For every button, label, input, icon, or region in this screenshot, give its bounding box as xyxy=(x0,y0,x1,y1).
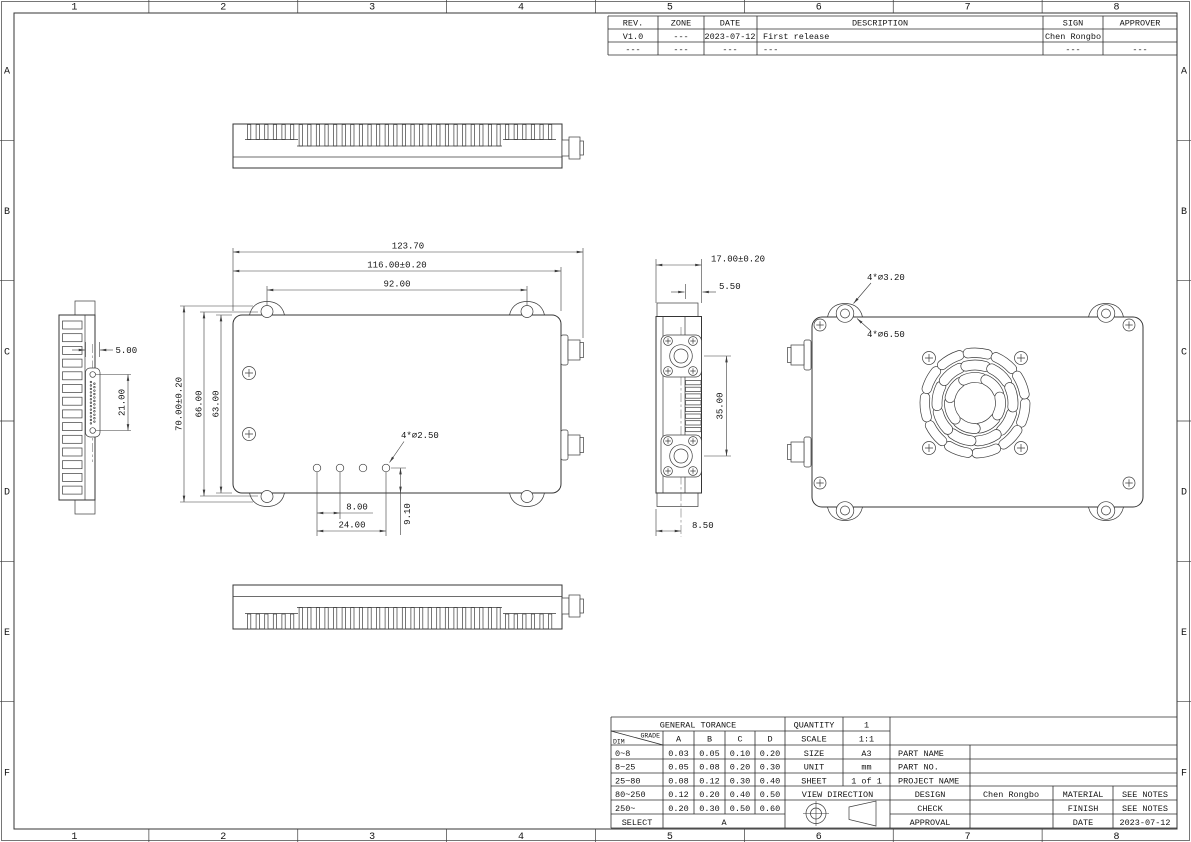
dim-label: 5.00 xyxy=(115,346,138,356)
ear-hole xyxy=(261,306,273,318)
zone-right: D xyxy=(1180,487,1188,499)
tol-cell: 0.08 xyxy=(668,776,689,787)
projection-symbol-icon xyxy=(803,801,876,826)
part-no-label: PART NO. xyxy=(898,762,939,773)
ear-hole xyxy=(841,506,850,515)
zone-left: D xyxy=(3,487,11,499)
tolerance-title: GENERAL TORANCE xyxy=(659,720,737,731)
unit-label: UNIT xyxy=(803,762,825,773)
left-side-view xyxy=(59,301,137,514)
ear-hole xyxy=(521,491,533,503)
tol-row-label: 8~25 xyxy=(615,762,636,773)
tol-cell: 0.12 xyxy=(668,790,689,801)
sign-header: SIGN xyxy=(1062,18,1084,29)
dim-label: 70.00±0.20 xyxy=(174,376,185,432)
tol-cell: 0.20 xyxy=(668,804,689,814)
fan-slot xyxy=(961,360,991,371)
tol-cell: 0.05 xyxy=(699,748,720,759)
description-value: First release xyxy=(763,31,830,42)
tol-cell: 0.40 xyxy=(759,776,781,787)
tol-cell: 0.20 xyxy=(729,762,751,773)
sign-value: Chen Rongbo xyxy=(1044,31,1102,42)
dim-label: 116.00±0.20 xyxy=(367,260,427,271)
dim-label: 66.00 xyxy=(194,390,205,418)
material-label: MATERIAL xyxy=(1062,790,1104,801)
tol-cell: 0.10 xyxy=(729,748,751,759)
grade-b: B xyxy=(706,734,713,745)
tol-cell: 0.08 xyxy=(699,762,720,773)
sma-connector-left-top xyxy=(788,348,792,363)
front-view xyxy=(175,242,584,537)
right-side-view xyxy=(656,255,765,538)
ear-hole xyxy=(841,309,850,318)
sma-connector-tip xyxy=(580,599,584,613)
zone-top: 2 xyxy=(220,2,227,14)
date-row2: --- xyxy=(722,45,738,55)
zone-right: E xyxy=(1180,628,1188,639)
bottom-view xyxy=(233,585,584,629)
sma-connector-right-top xyxy=(580,343,584,358)
tol-row-label: 0~8 xyxy=(615,748,631,759)
grade-label: GRADE xyxy=(640,732,660,740)
sma-connector-tip xyxy=(580,141,584,155)
sign-row2: --- xyxy=(1065,45,1081,55)
quantity-label: QUANTITY xyxy=(793,720,835,731)
date-label: DATE xyxy=(1072,817,1094,828)
grade-d: D xyxy=(767,734,773,745)
grade-a: A xyxy=(675,734,682,745)
approval-label: APPROVAL xyxy=(909,817,951,828)
design-label: DESIGN xyxy=(914,790,946,801)
tol-cell: 0.50 xyxy=(759,790,781,801)
scale-label: SCALE xyxy=(801,734,827,745)
finish-value: SEE NOTES xyxy=(1122,804,1168,814)
dim-label: 4*∅6.50 xyxy=(867,330,905,340)
size-label: SIZE xyxy=(803,748,825,759)
tol-cell: 0.60 xyxy=(759,804,781,814)
date-header: DATE xyxy=(719,18,741,29)
finish-label: FINISH xyxy=(1067,804,1099,814)
revision-table xyxy=(608,16,1177,55)
sheet-value: 1 of 1 xyxy=(851,776,882,787)
dim-label: 24.00 xyxy=(338,520,366,531)
zone-left: B xyxy=(3,207,11,218)
zone-bottom: 8 xyxy=(1113,832,1120,842)
approver-header: APPROVER xyxy=(1119,18,1161,29)
dim-label: 8.00 xyxy=(346,502,368,513)
part-name-label: PART NAME xyxy=(898,748,944,759)
project-name-label: PROJECT NAME xyxy=(898,776,960,787)
zone-left: A xyxy=(3,66,11,78)
dim-label: DIM xyxy=(613,738,625,746)
dim-label: 9.10 xyxy=(403,503,413,525)
zone-top: 8 xyxy=(1113,2,1120,14)
fan-slot xyxy=(920,393,932,422)
zone-right: F xyxy=(1180,768,1188,780)
tol-row-label: 250~ xyxy=(615,804,636,814)
zone-bottom: 3 xyxy=(369,832,376,842)
tol-row-label: 25~80 xyxy=(615,776,641,787)
ear-hole xyxy=(521,306,533,318)
zone-bottom: 4 xyxy=(518,832,525,842)
zone-right: C xyxy=(1180,347,1188,359)
dim-label: 21.00 xyxy=(117,388,128,417)
bottom-hole xyxy=(359,464,367,472)
zone-left: E xyxy=(3,628,11,639)
zone-value: --- xyxy=(673,31,689,42)
rev-header: REV. xyxy=(622,18,644,29)
tol-cell: 0.20 xyxy=(759,748,781,759)
tol-cell: 0.30 xyxy=(729,776,751,787)
tol-row-label: 80~250 xyxy=(615,790,646,801)
tol-cell: 0.30 xyxy=(699,804,720,814)
zone-bottom: 5 xyxy=(666,832,673,842)
zone-left: C xyxy=(3,347,11,359)
zone-bottom: 1 xyxy=(71,832,78,842)
description-row2: --- xyxy=(763,45,779,55)
date-value: 2023-07-12 xyxy=(704,31,756,42)
size-value: A3 xyxy=(861,748,872,759)
bottom-hole xyxy=(382,464,390,472)
view-direction-label: VIEW DIRECTION xyxy=(801,790,874,801)
date-value: 2023-07-12 xyxy=(1119,817,1171,828)
material-value: SEE NOTES xyxy=(1122,790,1168,801)
dim-label: 92.00 xyxy=(383,279,411,290)
grade-c: C xyxy=(737,734,743,745)
title-block xyxy=(611,717,1177,828)
tol-cell: 0.05 xyxy=(668,762,689,773)
dim-label: 4*∅3.20 xyxy=(867,273,905,283)
fan-slot xyxy=(963,348,992,359)
rev-value: V1.0 xyxy=(622,31,644,42)
rear-view xyxy=(788,273,1144,521)
select-label: SELECT xyxy=(621,817,653,828)
tol-cell: 0.20 xyxy=(699,790,720,801)
approver-row2: --- xyxy=(1132,45,1148,55)
tol-cell: 0.40 xyxy=(729,790,751,801)
tol-cell: 0.12 xyxy=(699,776,720,787)
dim-label: 63.00 xyxy=(211,390,222,418)
top-view xyxy=(233,124,584,168)
tol-cell: 0.30 xyxy=(759,762,781,773)
tol-cell: 0.03 xyxy=(668,748,689,759)
zone-row2: --- xyxy=(673,45,689,55)
zone-right: B xyxy=(1180,207,1188,218)
zone-right: A xyxy=(1180,66,1188,78)
dim-label: 4*∅2.50 xyxy=(401,431,439,441)
ear-hole xyxy=(1102,309,1111,318)
zone-bottom: 7 xyxy=(964,832,971,842)
zone-top: 3 xyxy=(369,2,376,14)
zone-header: ZONE xyxy=(670,18,692,29)
dim-label: 8.50 xyxy=(692,521,714,531)
zone-top: 7 xyxy=(964,2,971,14)
scale-value: 1:1 xyxy=(858,734,875,745)
check-label: CHECK xyxy=(917,804,943,814)
zone-left: F xyxy=(3,768,11,780)
sheet-label: SHEET xyxy=(801,776,827,787)
bottom-hole xyxy=(313,464,321,472)
zone-top: 5 xyxy=(666,2,673,14)
select-value: A xyxy=(721,817,727,828)
design-value: Chen Rongbo xyxy=(982,790,1040,801)
dim-label: 5.50 xyxy=(719,282,741,292)
zone-top: 1 xyxy=(71,2,78,14)
ear-hole xyxy=(261,491,273,503)
dim-label: 123.70 xyxy=(391,241,425,252)
description-header: DESCRIPTION xyxy=(851,18,909,29)
unit-value: mm xyxy=(861,762,872,773)
zone-top: 4 xyxy=(518,2,525,14)
sma-connector-left-bottom xyxy=(788,445,792,460)
quantity-value: 1 xyxy=(863,720,870,731)
dsub-connector xyxy=(86,368,101,437)
bottom-hole xyxy=(336,464,344,472)
sma-connector-right-bottom xyxy=(580,438,584,453)
dim-label: 17.00±0.20 xyxy=(711,254,766,265)
zone-top: 6 xyxy=(815,2,822,14)
ear-hole xyxy=(1102,506,1111,515)
tol-cell: 0.50 xyxy=(729,804,751,814)
zone-bottom: 6 xyxy=(815,832,822,842)
zone-bottom: 2 xyxy=(220,832,227,842)
dim-label: 35.00 xyxy=(715,392,726,420)
rev-row2: --- xyxy=(625,45,641,55)
